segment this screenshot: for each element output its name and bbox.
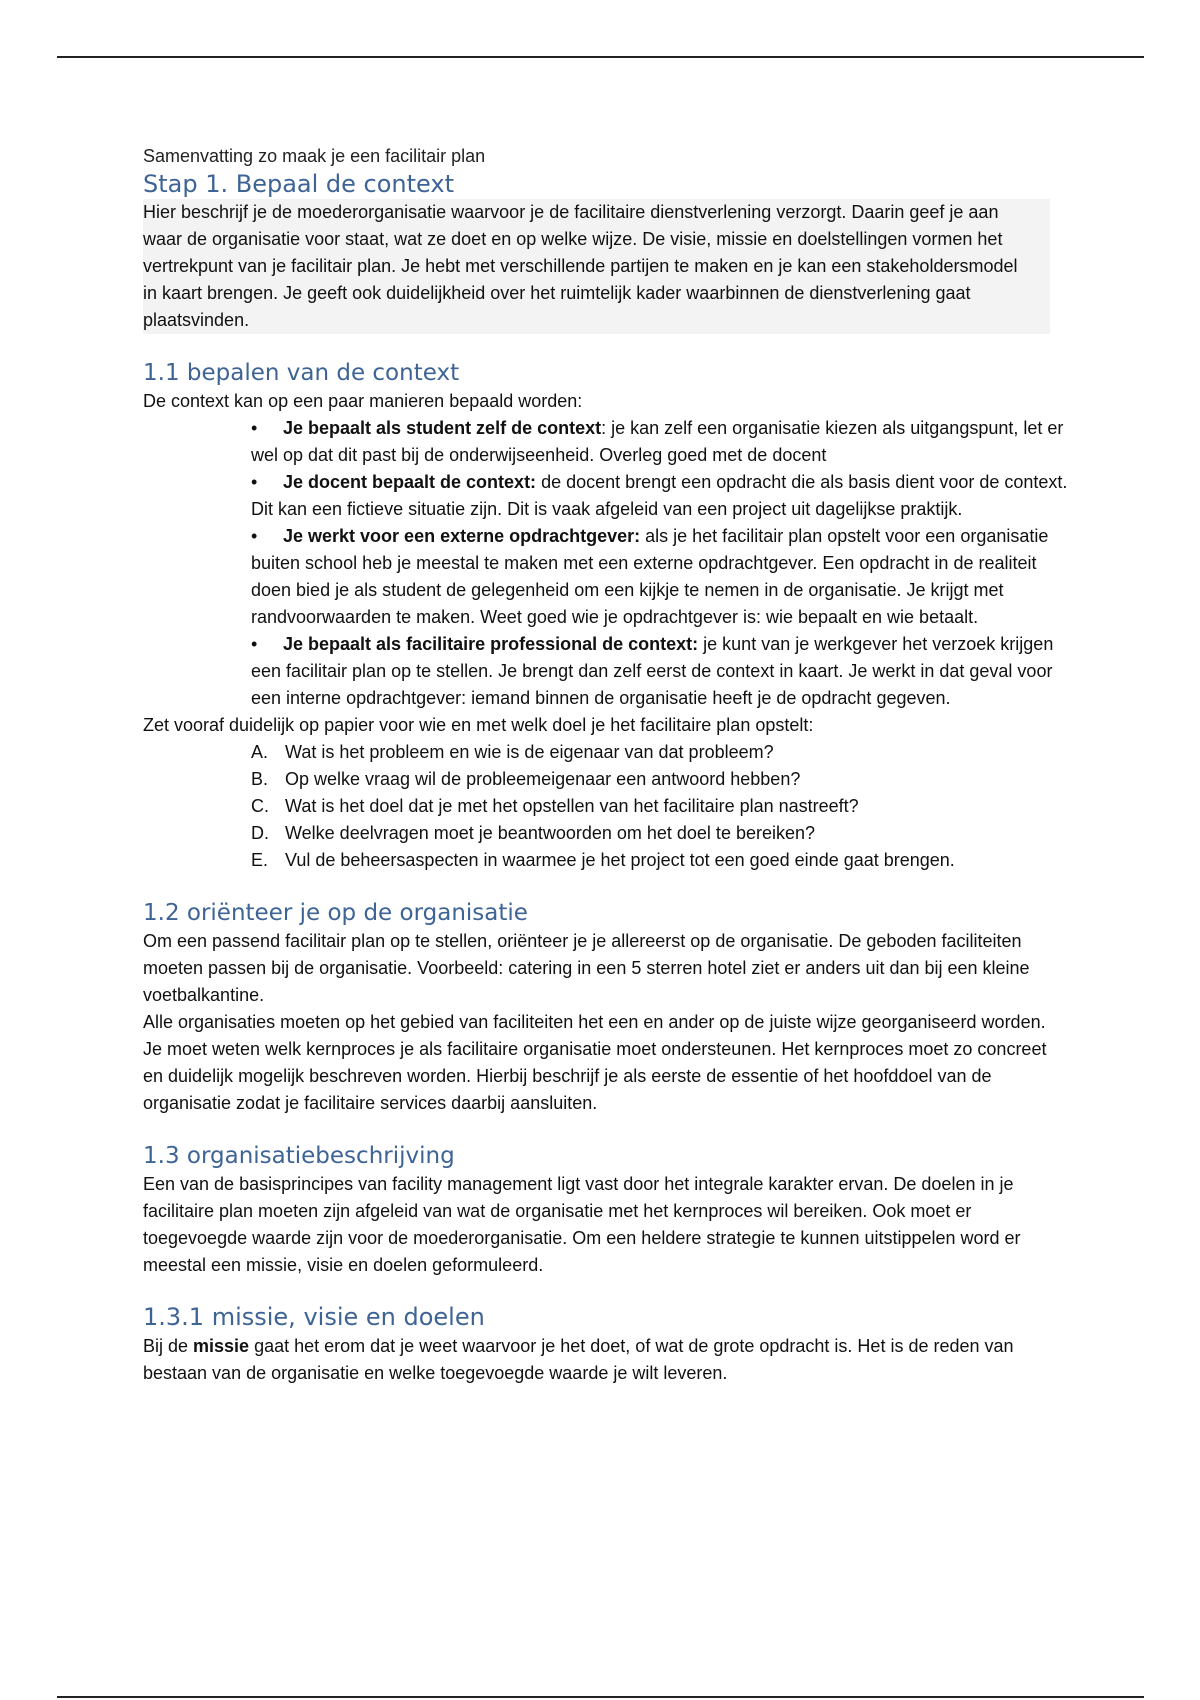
paragraph-1-3: Een van de basisprincipes van facility management ligt vast door het integrale karakter ervan. De doelen in je facilitaire plan moeten zijn afgeleid van wat de organisatie met het kernproces wil bereiken. Ook moet er toegevoegde waarde zijn voor de moederorganisatie. Om een heldere strategie te kunnen uitstippelen word er meestal een missie, visie en doelen geformuleerd. [143, 1174, 1021, 1275]
bullet-lead: Je werkt voor een externe opdrachtgever: [283, 526, 641, 546]
heading-1-2: 1.2 oriënteer je op de organisatie [143, 900, 528, 926]
list-item [251, 469, 1068, 523]
heading-stap-1: Stap 1. Bepaal de context [143, 170, 455, 198]
list-item [251, 793, 1068, 820]
paragraph-1-3-1 [143, 1333, 1068, 1387]
bullet-icon: • [251, 634, 258, 654]
document-page [143, 143, 1068, 1387]
text-run: Bij de [143, 1336, 194, 1356]
bullet-lead: Je bepaalt als student zelf de context [283, 418, 602, 438]
question-text: Op welke vraag wil de probleemeigenaar een antwoord hebben? [285, 769, 801, 789]
bullet-text: : je kan zelf een organisatie kiezen als uitgangspunt, let er wel op dat dit past bij de onderwijseenheid. Overleg goed met de docent [251, 418, 1064, 465]
paragraph-1-2-a: Om een passend facilitair plan op te stellen, oriënteer je je allereerst op de organisatie. De geboden faciliteiten moeten passen bij de organisatie. Voorbeeld: catering in een 5 sterren hotel ziet er anders uit dan bij een kleine voetbalkantine. [143, 931, 1030, 1005]
list-item [251, 415, 1068, 469]
bullet-text: je kunt van je werkgever het verzoek krijgen een facilitair plan op te stellen. Je brengt dan zelf eerst de context in kaart. Je werkt in dat geval voor een interne opdrachtgever: iemand binnen de organisatie heeft je de opdracht gegeven. [251, 634, 1054, 708]
list-letter: A. [251, 742, 269, 762]
question-text: Vul de beheersaspecten in waarmee je het project tot een goed einde gaat brengen. [285, 850, 955, 870]
list-item [251, 739, 1068, 766]
list-letter: D. [251, 823, 269, 843]
list-item [251, 820, 1068, 847]
footer-rule [57, 1696, 1144, 1698]
paragraph-1-1-outro: Zet vooraf duidelijk op papier voor wie en met welk doel je het facilitaire plan opstelt: [143, 715, 814, 735]
bullet-icon: • [251, 418, 258, 438]
list-item [251, 766, 1068, 793]
list-item [251, 847, 1068, 874]
bullet-text: de docent brengt een opdracht die als basis dient voor de context. Dit kan een fictieve situatie zijn. Dit is vaak afgeleid van een project uit dagelijkse praktijk. [251, 472, 1068, 519]
list-letter: E. [251, 850, 269, 870]
bullet-icon: • [251, 472, 258, 492]
list-item [251, 631, 1068, 712]
list-letter: C. [251, 796, 269, 816]
header-rule [57, 56, 1144, 58]
question-text: Wat is het doel dat je met het opstellen van het facilitaire plan nastreeft? [285, 796, 859, 816]
heading-1-3-1: 1.3.1 missie, visie en doelen [143, 1303, 485, 1331]
bullet-text: als je het facilitair plan opstelt voor een organisatie buiten school heb je meestal te maken met een externe opdrachtgever. Een opdracht in de realiteit doen bied je als student de gelegenheid om een kijkje te nemen in de organisatie. Je krijgt met randvoorwaarden te maken. Weet goed wie je opdrachtgever is: wie bepaalt en wie betaalt. [251, 526, 1049, 627]
paragraph-1-1-intro: De context kan op een paar manieren bepaald worden: [143, 391, 583, 411]
heading-1-1: 1.1 bepalen van de context [143, 360, 460, 386]
bullet-icon: • [251, 526, 258, 546]
document-title: Samenvatting zo maak je een facilitair plan [143, 146, 486, 166]
list-item [251, 523, 1068, 631]
bold-term: missie [193, 1336, 250, 1356]
bullet-lead: Je docent bepaalt de context: [283, 472, 537, 492]
list-letter: B. [251, 769, 269, 789]
text-run: gaat het erom dat je weet waarvoor je het doet, of wat de grote opdracht is. Het is de reden van bestaan van de organisatie en welke toegevoegde waarde je wilt leveren. [143, 1336, 1014, 1383]
context-bullet-list [143, 415, 1068, 712]
question-list [143, 739, 1068, 874]
question-text: Wat is het probleem en wie is de eigenaar van dat probleem? [285, 742, 774, 762]
paragraph-1-2-b: Alle organisaties moeten op het gebied van faciliteiten het een en ander op de juiste wijze georganiseerd worden. Je moet weten welk kernproces je als facilitaire organisatie moet ondersteunen. Het kernproces moet zo concreet en duidelijk mogelijk beschreven worden. Hierbij beschrijf je als eerste de essentie of het hoofddoel van de organisatie zodat je facilitaire services daarbij aansluiten. [143, 1012, 1047, 1113]
question-text: Welke deelvragen moet je beantwoorden om het doel te bereiken? [285, 823, 816, 843]
heading-1-3: 1.3 organisatiebeschrijving [143, 1143, 455, 1169]
paragraph-stap-1: Hier beschrijf je de moederorganisatie waarvoor je de facilitaire dienstverlening verzorgt. Daarin geef je aan waar de organisatie voor staat, wat ze doet en op welke wijze. De visie, missie en doelstellingen vormen het vertrekpunt van je facilitair plan. Je hebt met verschillende partijen te maken en je kan een stakeholdersmodel in kaart brengen. Je geeft ook duidelijkheid over het ruimtelijk kader waarbinnen de dienstverlening gaat plaatsvinden. [143, 199, 1050, 334]
bullet-lead: Je bepaalt als facilitaire professional de context: [283, 634, 699, 654]
